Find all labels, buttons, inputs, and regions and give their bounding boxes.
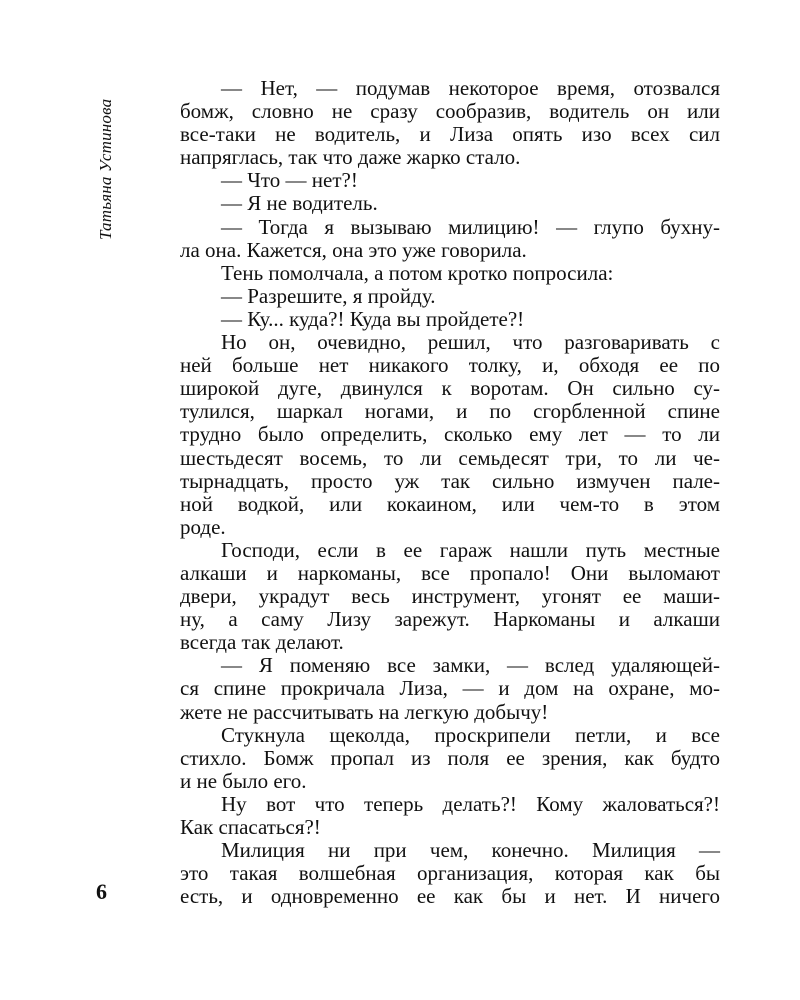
text-line: ся спине прокричала Лиза, — и дом на охране, мо- [180,676,720,701]
text-line: — Ку... куда?! Куда вы пройдете?! [221,306,525,331]
text-line: и не было его. [180,768,307,793]
text-line: стихло. Бомж пропал из поля ее зрения, как будто [180,745,720,770]
text-line: Как спасаться?! [180,815,321,839]
text-line: роде. [180,514,226,539]
text-line: широкой дуге, двинулся к воротам. Он сильно су- [180,376,720,401]
running-head: Татьяна Устинова [96,98,115,240]
text-line: — Нет, — подумав некоторое время, отозвался [221,76,720,100]
text-line: Стукнула щеколда, проскрипели петли, и все [221,722,720,747]
text-line: Ну вот что теперь делать?! Кому жаловаться?! [221,791,720,816]
text-line: тулился, шаркал ногами, и по сгорбленной спине [180,399,720,424]
text-line: жете не рассчитывать на легкую добычу! [180,699,549,724]
text-line: ней больше нет никакого толку, и, обходя ее по [180,353,720,378]
text-line: — Тогда я вызываю милицию! — глупо бухну- [221,214,720,239]
text-line: шестьдесят восемь, то ли семьдесят три, то ли че- [180,445,720,470]
text-line: Милиция ни при чем, конечно. Милиция — [221,838,720,863]
text-line: — Что — нет?! [221,168,358,193]
text-line: тырнадцать, просто уж так сильно измучен пале- [180,468,720,493]
text-line: ну, а саму Лизу зарежут. Наркоманы и алкаши [180,607,720,632]
text-line: Господи, если в ее гараж нашли путь местные [221,537,720,562]
text-line: все-таки не водитель, и Лиза опять изо всех сил [180,122,720,147]
text-line: ла она. Кажется, она это уже говорила. [180,237,527,262]
text-line: Тень помолчала, а потом кротко попросила: [221,260,614,285]
text-line: бомж, словно не сразу сообразив, водитель он или [180,99,720,124]
text-line: алкаши и наркоманы, все пропало! Они выломают [180,560,720,585]
page-number: 6 [96,879,107,904]
body-text [180,77,720,908]
text-line: Но он, очевидно, решил, что разговаривать с [221,330,720,355]
text-line: трудно было определить, сколько ему лет — то ли [180,422,720,447]
text-line: всегда так делают. [180,630,344,655]
text-line: это такая волшебная организация, которая как бы [180,861,720,886]
text-line: — Я поменяю все замки, — вслед удаляющей- [221,653,720,678]
text-line: есть, и одновременно ее как бы и нет. И ничего [180,884,720,909]
text-line: — Я не водитель. [221,191,378,216]
text-line: ной водкой, или кокаином, или чем-то в этом [180,491,720,516]
text-line: напряглась, так что даже жарко стало. [180,145,521,170]
text-line: двери, украдут весь инструмент, угонят ее маши- [180,584,720,609]
text-line: — Разрешите, я пройду. [221,283,436,308]
